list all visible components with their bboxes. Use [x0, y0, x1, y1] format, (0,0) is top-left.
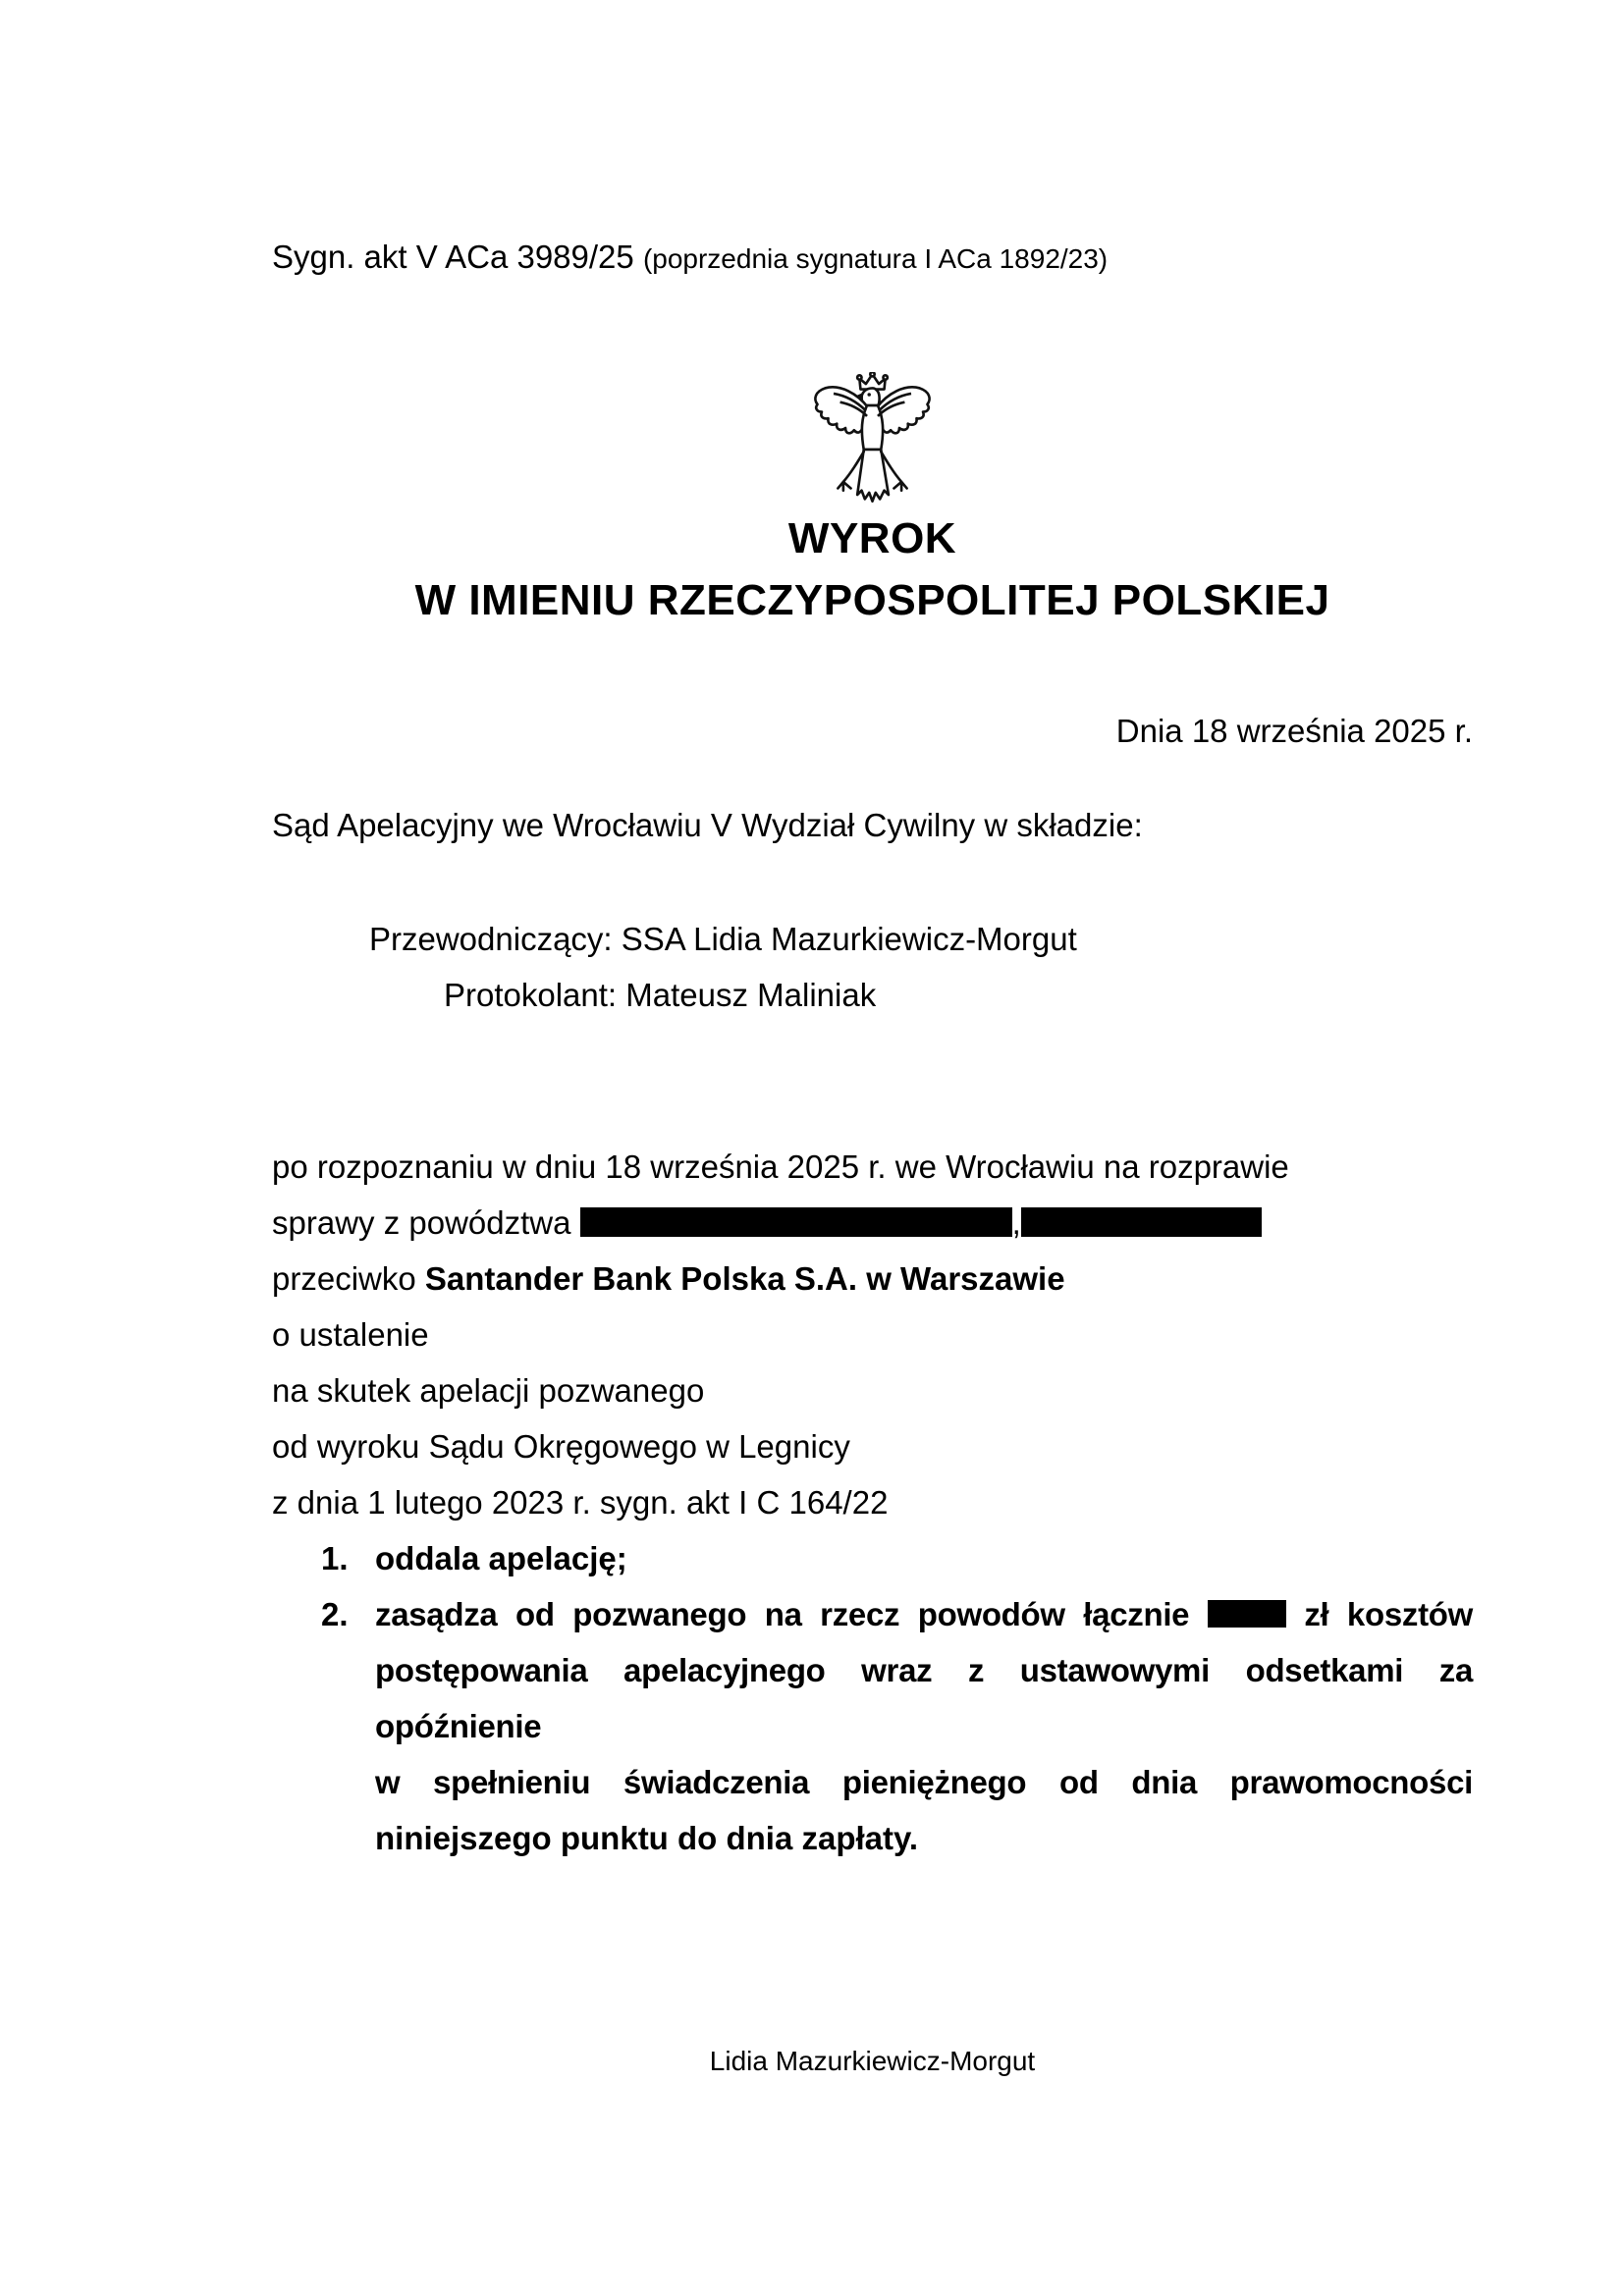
previous-case-number: (poprzednia sygnatura I ACa 1892/23) — [642, 243, 1109, 274]
claim-line — [272, 1195, 1473, 1251]
presiding-judge-line: Przewodniczący: SSA Lidia Mazurkiewicz-Morgut — [369, 921, 1077, 957]
judgment-subtitle: W IMIENIU RZECZYPOSPOLITEJ POLSKIEJ — [414, 576, 1330, 624]
eagle-icon — [812, 372, 933, 506]
clerk-line: Protokolant: Mateusz Maliniak — [444, 977, 877, 1013]
claim-prefix: sprawy z powództwa — [272, 1204, 571, 1241]
appealed-judgment-date-line: z dnia 1 lutego 2023 r. sygn. akt I C 164/22 — [272, 1484, 889, 1521]
ruling-text: oddala apelację; — [375, 1540, 627, 1576]
ruling-text-line-1: zasądza od pozwanego na rzecz powodów łącznie zł kosztów — [375, 1596, 1473, 1632]
redaction-box-amount — [1208, 1600, 1286, 1628]
claim-separator: , — [1011, 1204, 1021, 1241]
redaction-bar-plaintiff-2 — [1021, 1207, 1262, 1237]
defendant-line — [272, 1251, 1473, 1307]
ruling-text-line-4: niniejszego punktu do dnia zapłaty. — [375, 1820, 919, 1856]
ruling-text-line-3: w spełnieniu świadczenia pieniężnego od dnia prawomocności — [375, 1764, 1473, 1800]
ruling-number: 2. — [321, 1596, 349, 1632]
rulings-list — [272, 1530, 1473, 1866]
case-number-line — [272, 229, 1473, 287]
judge-signature: Lidia Mazurkiewicz-Morgut — [709, 2046, 1036, 2076]
polish-eagle-emblem — [272, 372, 1473, 506]
appealed-judgment-line: od wyroku Sądu Okręgowego w Legnicy — [272, 1428, 850, 1465]
case-subject-line: o ustalenie — [272, 1316, 429, 1353]
appeal-line: na skutek apelacji pozwanego — [272, 1372, 705, 1409]
defendant-prefix: przeciwko — [272, 1260, 416, 1297]
court-name-line: Sąd Apelacyjny we Wrocławiu V Wydział Cywilny w składzie: — [272, 807, 1143, 843]
redaction-bar-plaintiff-1 — [580, 1207, 1012, 1237]
judgment-date: Dnia 18 września 2025 r. — [1115, 713, 1473, 749]
ruling-text-line-2: postępowania apelacyjnego wraz z ustawowymi odsetkami za opóźnienie — [375, 1652, 1473, 1744]
defendant-name: Santander Bank Polska S.A. w Warszawie — [424, 1260, 1065, 1297]
hearing-line: po rozpoznaniu w dniu 18 września 2025 r. we Wrocławiu na rozprawie — [272, 1148, 1289, 1185]
ruling-item-2 — [272, 1586, 1473, 1866]
judgment-title: WYROK — [787, 514, 957, 562]
ruling-number: 1. — [321, 1540, 349, 1576]
ruling-item-1 — [272, 1530, 1473, 1586]
recitals-block — [272, 1139, 1473, 1530]
case-number: Sygn. akt V ACa 3989/25 — [272, 239, 634, 275]
